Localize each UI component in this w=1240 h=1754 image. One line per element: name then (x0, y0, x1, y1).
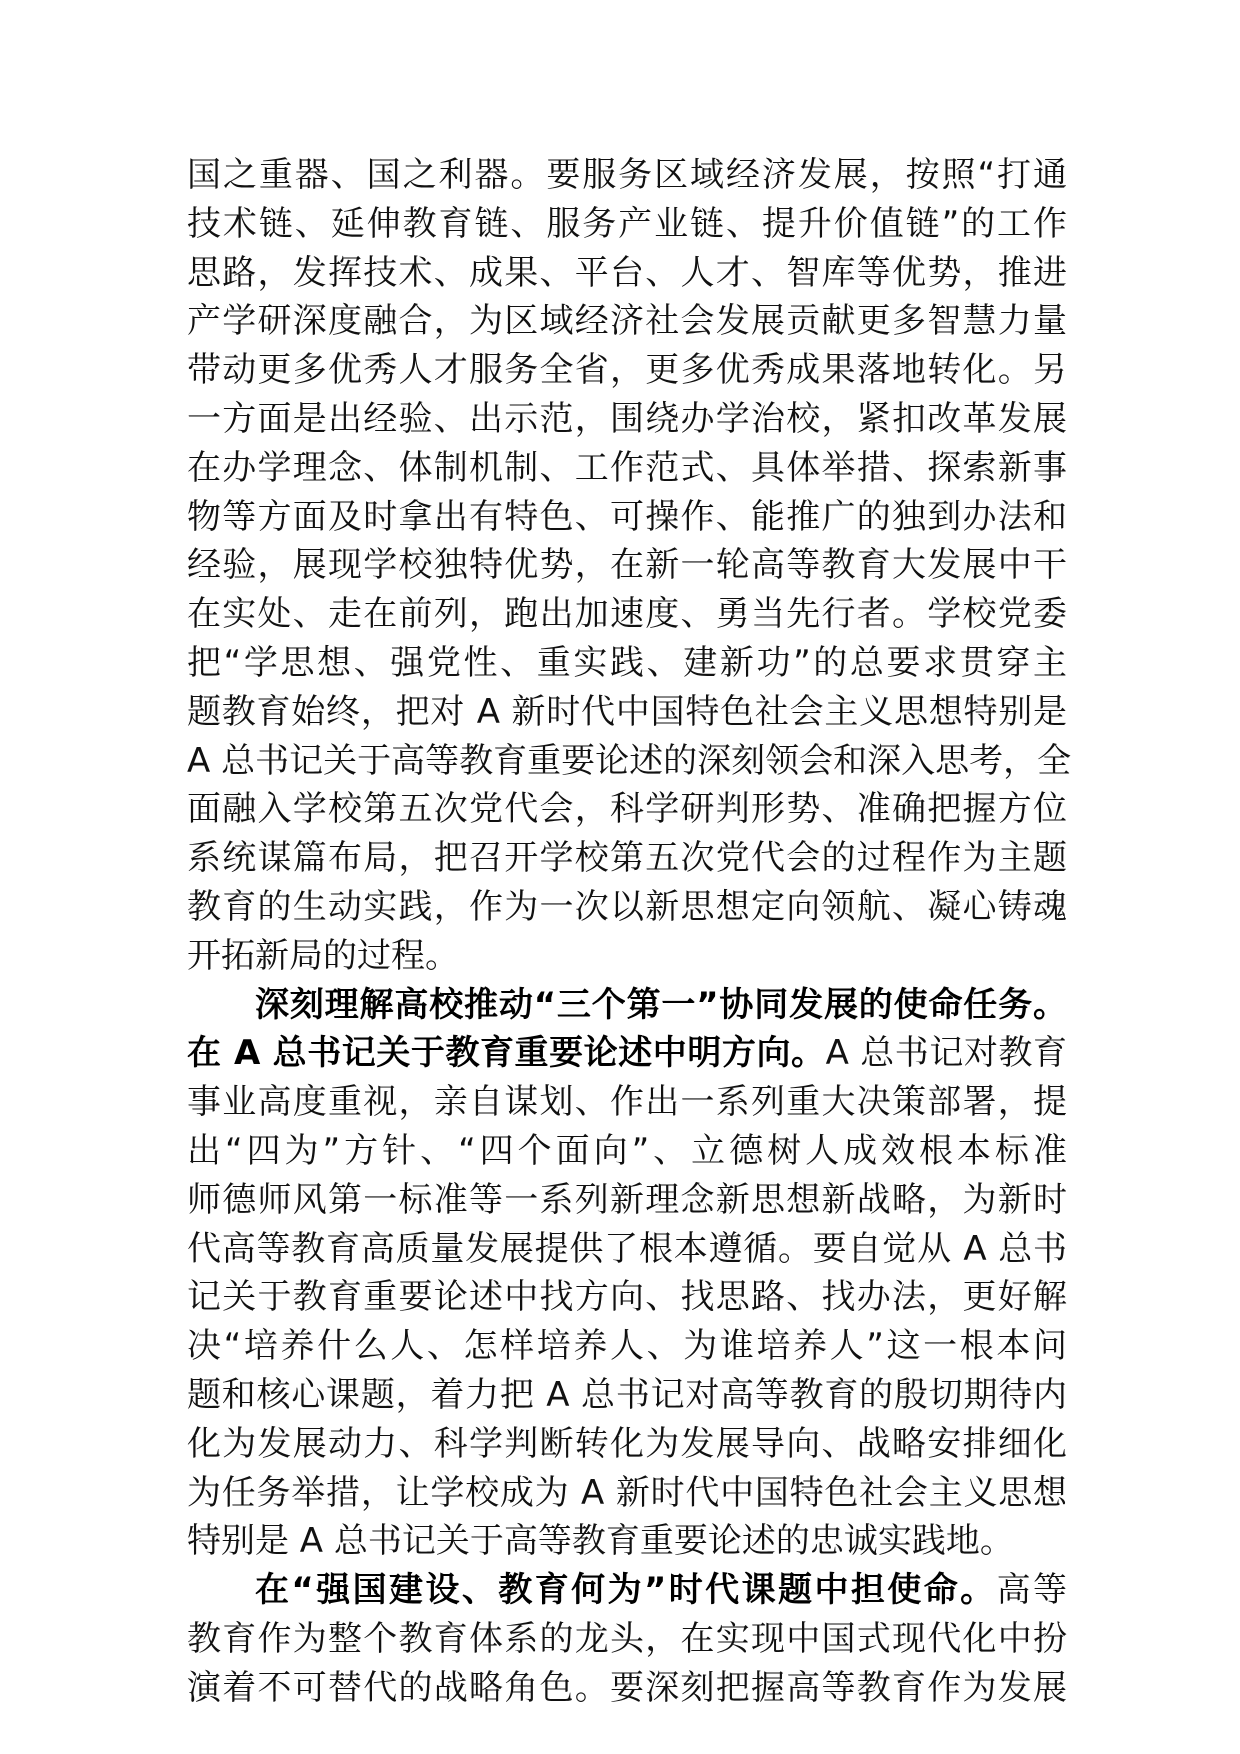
text-line (187, 395, 1067, 444)
body-text-run: 记关于教育重要论述中找方向、找思路、找办法，更好解 (187, 1277, 1067, 1318)
text-line (187, 1371, 1067, 1420)
text-line (187, 346, 1067, 395)
text-line (187, 297, 1067, 346)
text-line (187, 737, 1072, 786)
body-text-run: 物等方面及时拿出有特色、可操作、能推广的独到办法和 (187, 496, 1067, 537)
text-line (187, 541, 1067, 590)
body-text-run: 题教育始终，把对 A 新时代中国特色社会主义思想特别是 (187, 691, 1067, 732)
body-text-run: 代高等教育高质量发展提供了根本遵循。要自觉从 A 总书 (187, 1228, 1067, 1269)
body-text-run: 国之重器、国之利器。要服务区域经济发展，按照“打通 (187, 155, 1067, 195)
text-line (187, 1029, 1067, 1078)
paragraph (187, 1566, 1067, 1712)
body-text-run: 开拓新局的过程。 (187, 935, 459, 976)
body-text-run: 经验，展现学校独特优势，在新一轮高等教育大发展中干 (187, 545, 1067, 586)
body-text (187, 151, 1072, 1713)
text-line (187, 981, 1067, 1030)
text-line (187, 1225, 1067, 1274)
body-text-run: 系统谋篇布局，把召开学校第五次党代会的过程作为主题 (187, 838, 1067, 879)
body-text-run: 特别是 A 总书记关于高等教育重要论述的忠诚实践地。 (187, 1521, 1014, 1562)
text-line (187, 249, 1067, 298)
text-line (187, 1615, 1067, 1664)
body-text-run: 把“学思想、强党性、重实践、建新功”的总要求贯穿主 (187, 642, 1067, 683)
text-line (187, 1469, 1067, 1518)
body-text-run: 题和核心课题，着力把 A 总书记对高等教育的殷切期待内 (187, 1374, 1067, 1415)
body-text-run: 为任务举措，让学校成为 A 新时代中国特色社会主义思想 (187, 1472, 1067, 1513)
text-line (187, 1664, 1067, 1713)
text-line (187, 688, 1067, 737)
body-text-run: A 总书记关于高等教育重要论述的深刻领会和深入思考，全 (187, 740, 1072, 781)
text-line (187, 493, 1067, 542)
text-line (187, 834, 1067, 883)
body-text-run: 带动更多优秀人才服务全省，更多优秀成果落地转化。另 (187, 350, 1067, 391)
body-text-run: 思路，发挥技术、成果、平台、人才、智库等优势，推进 (187, 252, 1067, 293)
body-text-run: 产学研深度融合，为区域经济社会发展贡献更多智慧力量 (187, 301, 1067, 342)
text-line (187, 1566, 1067, 1615)
text-line (187, 1078, 1067, 1127)
body-text-run: 教育作为整个教育体系的龙头，在实现中国式现代化中扮 (187, 1618, 1067, 1659)
text-line (187, 590, 1067, 639)
body-text-run: 事业高度重视，亲自谋划、作出一系列重大决策部署，提 (187, 1082, 1067, 1123)
text-line (187, 932, 1067, 981)
body-text-run: 师德师风第一标准等一系列新理念新思想新战略，为新时 (187, 1179, 1067, 1220)
body-text-run: A 总书记对教育 (825, 1033, 1067, 1074)
text-line (187, 1127, 1067, 1176)
text-line (187, 1322, 1067, 1371)
body-text-run: 教育的生动实践，作为一次以新思想定向领航、凝心铸魂 (187, 886, 1067, 927)
text-line (187, 200, 1067, 249)
text-line (187, 151, 1067, 200)
body-text-run: 出“四为”方针、“四个面向”、立德树人成效根本标准 (187, 1130, 1067, 1171)
text-line (187, 785, 1067, 834)
text-line (187, 639, 1067, 688)
paragraph (187, 151, 1072, 981)
paragraph (187, 981, 1067, 1567)
body-text-run: 在办学理念、体制机制、工作范式、具体举措、探索新事 (187, 447, 1067, 488)
text-line (187, 1176, 1067, 1225)
body-text-run: 一方面是出经验、出示范，围绕办学治校，紧扣改革发展 (187, 398, 1067, 439)
text-line (187, 1517, 1067, 1566)
body-text-run: 面融入学校第五次党代会，科学研判形势、准确把握方位 (187, 789, 1067, 830)
body-text-run: 决“培养什么人、怎样培养人、为谁培养人”这一根本问 (187, 1326, 1067, 1367)
body-text-run: 高等 (996, 1570, 1068, 1611)
bold-heading-text: 在“强国建设、教育何为”时代课题中担使命。 (255, 1570, 997, 1611)
text-line (187, 1273, 1067, 1322)
body-text-run: 化为发展动力、科学判断转化为发展导向、战略安排细化 (187, 1423, 1067, 1464)
text-line (187, 1420, 1067, 1469)
text-line (187, 883, 1067, 932)
body-text-run: 在实处、走在前列，跑出加速度、勇当先行者。学校党委 (187, 594, 1067, 635)
body-text-run: 演着不可替代的战略角色。要深刻把握高等教育作为发展 (187, 1667, 1067, 1708)
text-line (187, 444, 1067, 493)
bold-heading-text: 深刻理解高校推动“三个第一”协同发展的使命任务。 (255, 984, 1067, 1025)
body-text-run: 技术链、延伸教育链、服务产业链、提升价值链”的工作 (187, 203, 1067, 244)
bold-heading-text: 在 A 总书记关于教育重要论述中明方向。 (187, 1033, 826, 1074)
